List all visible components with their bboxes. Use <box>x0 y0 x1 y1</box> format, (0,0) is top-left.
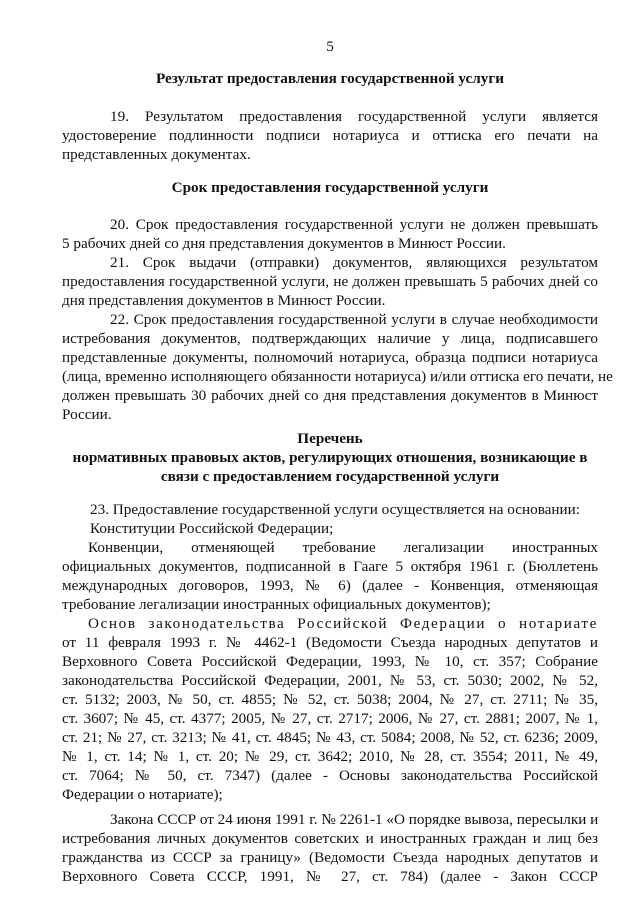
text-line: ст. 3607; № 45, ст. 4377; 2005, № 27, ст. 2717; 2006, № 27, ст. 2881; 2007, № 1, <box>62 710 598 727</box>
paragraph <box>62 614 598 804</box>
text-line: Срок предоставления государственной услуги <box>171 179 489 196</box>
text-line: нормативных правовых актов, регулирующих отношения, возникающие в <box>72 449 588 466</box>
paragraph <box>62 810 598 886</box>
paragraph <box>62 500 598 519</box>
text-line: (лица, временно исполняющего обязанности нотариуса) и/или оттиска его печати, не <box>62 368 613 385</box>
text-line: международных договоров, 1993, № 6) (далее - Конвенция, отменяющая <box>62 577 598 594</box>
text-line: предоставления государственной услуги, не должен превышать 5 рабочих дней со <box>62 273 598 290</box>
text-line: представленных документах. <box>62 146 251 163</box>
text-line: Федерации о нотариате); <box>62 786 223 803</box>
paragraph <box>62 538 598 614</box>
text-line: истребования личных документов советских и иностранных граждан и лиц без <box>62 830 598 847</box>
text-line: Верховного Совета Российской Федерации, 1993, № 10, ст. 357; Собрание <box>62 653 598 670</box>
document-body <box>62 69 613 886</box>
page-number: 5 <box>326 38 334 55</box>
text-line: 22. Срок предоставления государственной услуги в случае необходимости <box>110 311 598 328</box>
text-line: должен превышать 30 рабочих дней со дня представления документов в Минюст <box>62 387 598 404</box>
text-line: требование легализации иностранных официальных документов); <box>62 596 491 613</box>
paragraph <box>62 519 598 538</box>
text-line: удостоверение подлинности подписи нотариуса и оттиска его печати на <box>62 127 598 144</box>
paragraph <box>62 107 598 164</box>
text-line: 19. Результатом предоставления государственной услуги является <box>110 108 598 125</box>
text-line: Конвенции, отменяющей требование легализации иностранных <box>88 539 598 556</box>
text-line: Верховного Совета СССР, 1991, № 27, ст. 784) (далее - Закон СССР <box>62 868 598 885</box>
text-line: № 1, ст. 14; № 1, ст. 20; № 29, ст. 3642; 2010, № 28, ст. 3554; 2011, № 49, <box>62 748 598 765</box>
text-line: от 11 февраля 1993 г. № 4462-1 (Ведомости Съезда народных депутатов и <box>62 634 598 651</box>
text-line: дня представления документов в Минюст России. <box>62 292 386 309</box>
text-line: Закона СССР от 24 июня 1991 г. № 2261-1 «О порядке вывоза, пересылки и <box>110 811 599 828</box>
section-heading <box>62 69 598 88</box>
text-line: 21. Срок выдачи (отправки) документов, являющихся результатом <box>110 254 598 271</box>
text-line: Перечень <box>297 430 363 447</box>
paragraph <box>62 215 598 253</box>
text-line: 5 рабочих дней со дня представления документов в Минюст России. <box>62 235 506 252</box>
text-line: ст. 21; № 27, ст. 3213; № 41, ст. 4845; № 43, ст. 5084; 2008, № 52, ст. 6236; 2009, <box>62 729 598 746</box>
text-line: представленные документы, полномочий нотариуса, образца подписи нотариуса <box>62 349 598 366</box>
text-line: ст. 7064; № 50, ст. 7347) (далее - Основы законодательства Российской <box>62 767 598 784</box>
section-heading <box>62 178 598 197</box>
text-line: истребования документов, подтверждающих наличие у лица, подписавшего <box>62 330 598 347</box>
text-line: Конституции Российской Федерации; <box>90 520 334 537</box>
text-line: ст. 5132; 2003, № 50, ст. 4855; № 52, ст. 5038; 2004, № 27, ст. 2711; № 35, <box>62 691 598 708</box>
document-page <box>62 36 613 886</box>
text-line: 23. Предоставление государственной услуги осуществляется на основании: <box>90 501 581 518</box>
text-line: 20. Срок предоставления государственной услуги не должен превышать <box>110 216 598 233</box>
text-line: Основ законодательства Российской Федерации о нотариате <box>88 615 598 632</box>
text-line: России. <box>62 406 112 423</box>
text-line: гражданства из СССР за границу» (Ведомости Съезда народных депутатов и <box>62 849 598 866</box>
text-line: связи с предоставлением государственной услуги <box>160 468 500 485</box>
paragraph <box>62 253 598 310</box>
text-line: Результат предоставления государственной услуги <box>155 70 505 87</box>
paragraph <box>62 310 613 424</box>
text-line: законодательства Российской Федерации, 2001, № 53, ст. 5030; 2002, № 52, <box>62 672 598 689</box>
section-heading <box>62 429 598 486</box>
text-line: официальных документов, подписанной в Гааге 5 октября 1961 г. (Бюллетень <box>62 558 598 575</box>
